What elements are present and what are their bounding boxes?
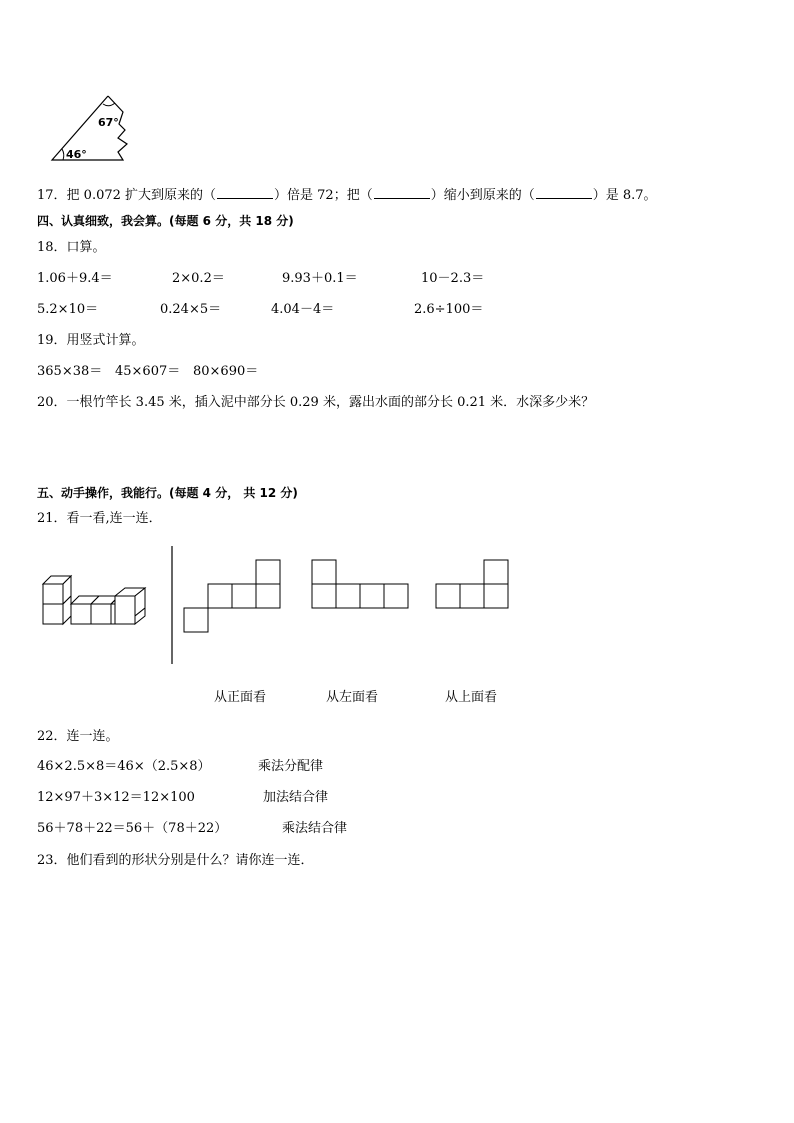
q22-left-item[interactable]: 56＋78＋22＝56＋（78＋22） (37, 821, 228, 836)
q22-right-item[interactable]: 加法结合律 (263, 790, 329, 805)
q21-label: 21．看一看,连一连． (37, 511, 162, 526)
angle-left-label: 46° (66, 148, 87, 161)
q18-item: 2.6÷100＝ (414, 302, 484, 317)
q22-right-item[interactable]: 乘法分配律 (258, 759, 324, 774)
q22-right-item[interactable]: 乘法结合律 (282, 821, 348, 836)
q19-item: 80×690＝ (193, 364, 259, 379)
question-20: 20．一根竹竿长 3.45 米，插入泥中部分长 0.29 米，露出水面的部分长 0.21 米．水深多少米？ (37, 395, 595, 410)
question-23: 23．他们看到的形状分别是什么？请你连一连． (37, 853, 314, 868)
q17-blank-2[interactable] (374, 186, 430, 199)
section-5-title: 五、动手操作，我能行。(每题 4 分， 共 12 分) (37, 486, 298, 500)
q17-part2: ）倍是 72；把（ (274, 188, 373, 203)
angle-arc-left (62, 149, 64, 160)
view-label-top[interactable]: 从上面看 (445, 690, 498, 705)
q18-item: 5.2×10＝ (37, 302, 99, 317)
view-label-left[interactable]: 从左面看 (326, 690, 379, 705)
q22-label: 22．连一连。 (37, 729, 119, 744)
q17-part4: ）是 8.7。 (592, 188, 657, 203)
q22-left-item[interactable]: 46×2.5×8＝46×（2.5×8） (37, 759, 211, 774)
q22-left-item[interactable]: 12×97＋3×12＝12×100 (37, 790, 195, 805)
q18-item: 9.93＋0.1＝ (282, 271, 358, 286)
question-17 (37, 186, 657, 205)
view-shape-2[interactable] (312, 560, 408, 608)
q18-item: 2×0.2＝ (172, 271, 225, 286)
angle-top-label: 67° (98, 116, 119, 129)
q17-part3: ）缩小到原来的（ (430, 188, 535, 203)
angle-arc-top (103, 103, 115, 106)
q17-part1: 17．把 0.072 扩大到原来的（ (37, 188, 217, 203)
q18-item: 4.04－4＝ (271, 302, 335, 317)
cube-stack-3d (43, 576, 145, 624)
triangle-figure (45, 92, 145, 167)
section-4-title: 四、认真细致，我会算。(每题 6 分，共 18 分) (37, 214, 294, 228)
q19-item: 45×607＝ (115, 364, 181, 379)
q18-item: 0.24×5＝ (160, 302, 222, 317)
view-shape-1[interactable] (184, 560, 280, 632)
q19-label: 19．用竖式计算。 (37, 333, 145, 348)
q19-item: 365×38＝ (37, 364, 103, 379)
view-shape-3[interactable] (436, 560, 508, 608)
q18-item: 10－2.3＝ (421, 271, 485, 286)
q18-item: 1.06＋9.4＝ (37, 271, 113, 286)
q17-blank-3[interactable] (536, 186, 592, 199)
q17-blank-1[interactable] (217, 186, 273, 199)
view-label-front[interactable]: 从正面看 (214, 690, 267, 705)
q21-figures (38, 542, 578, 672)
q18-label: 18．口算。 (37, 240, 106, 255)
